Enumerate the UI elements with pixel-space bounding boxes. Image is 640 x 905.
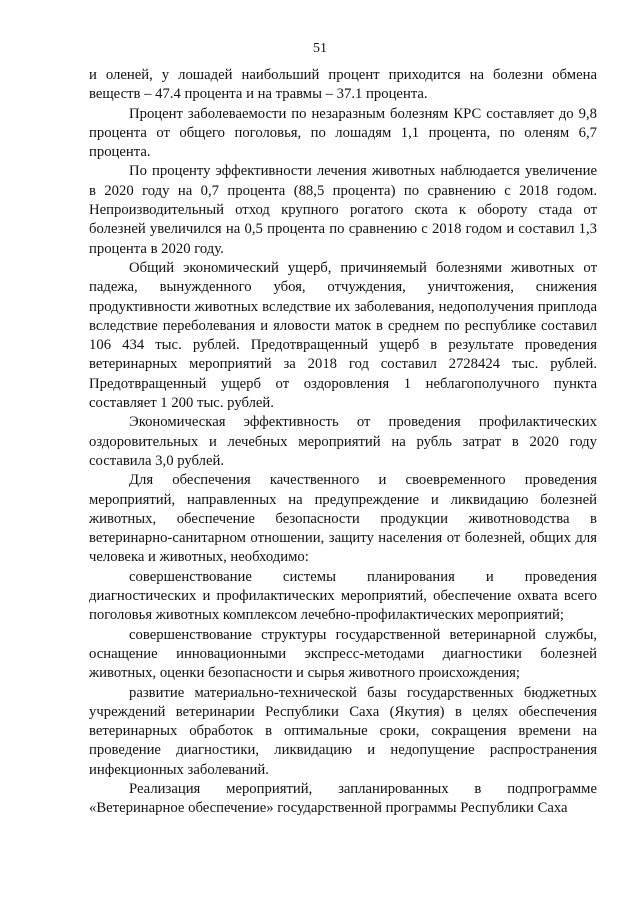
paragraph-required-measures-intro: Для обеспечения качественного и своевременного проведения мероприятий, направленных на предупреждение и ликвидацию болезней животных, обеспечение безопасности продукции животноводства в ветеринарно-санитарном отношении, защиту населения от болезней, общих для человека и животных, необходимо: xyxy=(89,472,597,566)
paragraph-continuation: и оленей, у лошадей наибольший процент приходится на болезни обмена веществ – 47.4 процента и на травмы – 37.1 процента. xyxy=(89,67,597,103)
list-item-planning-system: совершенствование системы планирования и проведения диагностических и профилактических мероприятий, обеспечение охвата всего поголовья животных комплексом лечебно-профилактических мероприятий; xyxy=(89,568,597,624)
list-item-material-base: развитие материально-технической базы государственных бюджетных учреждений ветеринарии Республики Саха (Якутия) в целях обеспечения ветеринарных обработок в оптимальные сроки, сокращения времени на проведение диагностики, ликвидацию и недопущение распространения инфекционных заболеваний. xyxy=(89,684,597,778)
document-body xyxy=(89,66,597,819)
page-number: 51 xyxy=(313,41,327,56)
paragraph-economic-efficiency: Экономическая эффективность от проведения профилактических оздоровительных и лечебных мероприятий на рубль затрат в 2020 году составила 3,0 рублей. xyxy=(89,414,597,469)
paragraph-subprogram-implementation: Реализация мероприятий, запланированных в подпрограмме «Ветеринарное обеспечение» государственной программы Республики Саха xyxy=(89,780,597,817)
paragraph-treatment-efficiency: По проценту эффективности лечения животных наблюдается увеличение в 2020 году на 0,7 процента (88,5 процента) по сравнению с 2018 годом. Непроизводительный отход крупного рогатого скота к обороту стада от болезней увеличился на 0,5 процента по сравнению с 2018 годом и составил 1,3 процента в 2020 году. xyxy=(89,163,597,257)
paragraph-noncontagious-morbidity: Процент заболеваемости по незаразным болезням КРС составляет до 9,8 процента от общего поголовья, по лошадям 1,1 процента, по оленям 6,7 процента. xyxy=(89,105,597,161)
list-item-service-structure: совершенствование структуры государственной ветеринарной службы, оснащение инновационными экспресс-методами диагностики болезней животных, оценки безопасности и сырья животного происхождения; xyxy=(89,626,597,682)
paragraph-economic-damage: Общий экономический ущерб, причиняемый болезнями животных от падежа, вынужденного убоя, отчуждения, уничтожения, снижения продуктивности животных вследствие их заболевания, недополучения приплода вследствие переболевания и яловости маток в среднем по республике составил 106 434 тыс. рублей. Предотвращенный ущерб в результате проведения ветеринарных мероприятий за 2018 год составил 2728424 тыс. рублей. Предотвращенный ущерб от оздоровления 1 неблагополучного пункта составляет 1 200 тыс. рублей. xyxy=(89,259,597,412)
